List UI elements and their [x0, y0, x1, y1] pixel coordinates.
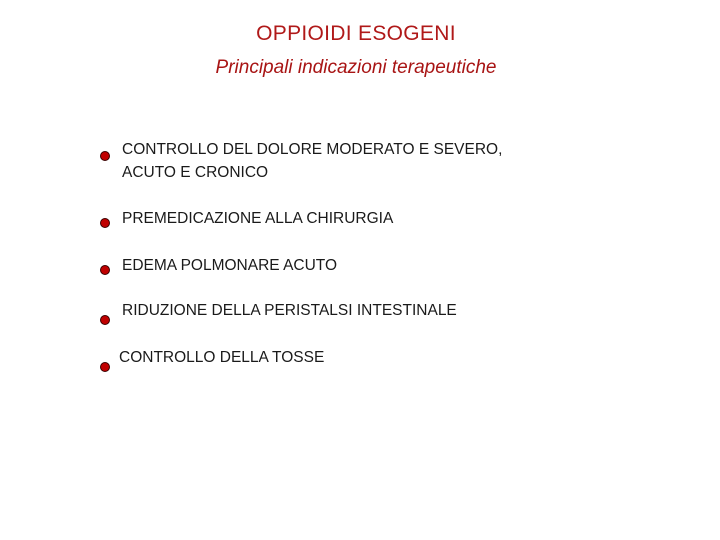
- slide-title: OPPIOIDI ESOGENI: [256, 22, 456, 45]
- bullet-dot-icon: [100, 315, 110, 325]
- bullet-text: [122, 138, 502, 184]
- bullet-text: CONTROLLO DELLA TOSSE: [119, 349, 325, 366]
- bullet-dot-icon: [100, 218, 110, 228]
- bullet-text: PREMEDICAZIONE ALLA CHIRURGIA: [122, 210, 394, 227]
- bullet-text-line: CONTROLLO DEL DOLORE MODERATO E SEVERO,: [122, 141, 503, 158]
- bullet-dot-icon: [100, 151, 110, 161]
- bullet-text-line: ACUTO E CRONICO: [122, 164, 269, 181]
- bullet-text: RIDUZIONE DELLA PERISTALSI INTESTINALE: [122, 302, 457, 319]
- bullet-dot-icon: [100, 265, 110, 275]
- bullet-text: EDEMA POLMONARE ACUTO: [122, 257, 338, 274]
- bullet-dot-icon: [100, 362, 110, 372]
- slide-subtitle: Principali indicazioni terapeutiche: [215, 57, 497, 78]
